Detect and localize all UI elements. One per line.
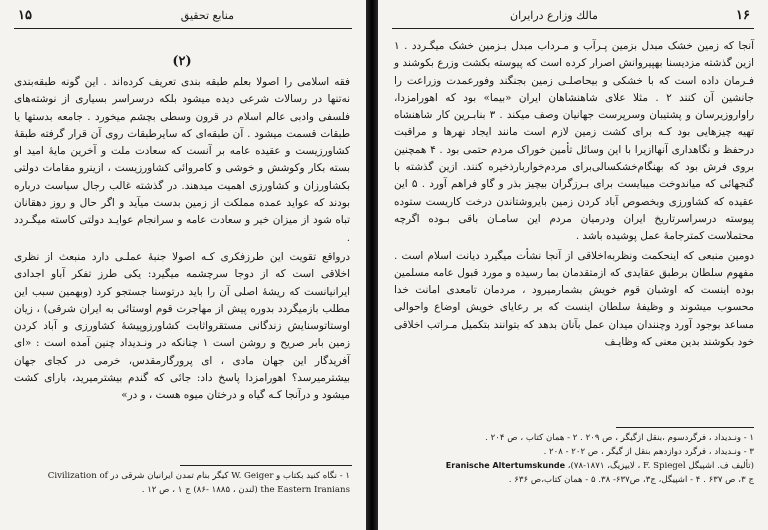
right-footnote-ltr-title: Eranische Altertumskunde — [445, 461, 566, 470]
right-running-title: مالك وزارع درایران — [510, 9, 598, 22]
right-footnote-line-4: ج ۳، ص ۶۳۷ . ۴ - اشپیگل، ج۳، ص۶۳۷- ۳۸. ۵ - همان کتاب،ص ۶۳۶ . — [508, 474, 754, 485]
right-page-number: ۱۶ — [736, 8, 750, 23]
section-title: (۲) — [172, 54, 192, 69]
left-page-header — [14, 6, 352, 29]
left-page — [0, 0, 366, 530]
right-page-header — [392, 6, 754, 29]
left-running-title: منابع تحقیق — [180, 9, 234, 22]
left-footnote-rule — [180, 465, 352, 466]
right-footnote-line-3 — [392, 459, 754, 474]
left-footnote-line-1: ۱ - نگاه کنید بکتاب و W. Geiger کیگر بنام تمدن ایرانیان شرقی در Civilization of — [47, 471, 350, 481]
right-footnote-line-3-fa: (تألیف ف. اشپیگل F. Spiegel ، لایپزیگ، ۱۸۷۱-۷۸)، — [567, 461, 754, 471]
left-footnotes — [12, 470, 350, 497]
left-footnote-line-2: the Eastern Iranians (لندن ، ۱۸۸۵ -۸۶) ج ۱ ، ص ۱۲ . — [141, 484, 350, 495]
right-footnote-line-1: ۱ - ونـدیداد ، فرگرد‌سوم ،بنقل ازگیگر ، ص ۲۰۹ . ۲ - همان کتاب ، ص ۲۰۴ . — [485, 433, 754, 443]
right-footnote-rule — [616, 427, 754, 428]
right-footnote-line-2: ۳ - ونـدیداد ، فرگرد دوازدهم بنقل از گیگر ، ص ۲۰۲ - ۲۰۸ . — [543, 446, 754, 457]
left-paragraph-2: درواقع تقویت این طرزفکری کـه اصولا جنبهٔ عملـی دارد منبعث از نظری اخلاقی است که از دوجا سرچشمه میگیرد: یکی طرز تفکر آباو اجدادی ایرانیانست که ریشهٔ اصلی آن را باید درتوسنا جستجو کرد (وبهمین سبب این مطلب بازمیگردد بدوره پیش از مهاجرت قوم اوستائی به ایران شرقی) ، زیان اوستاتوسنایش زندگانی مستقرواثابت کشاورزوپیشهٔ کشاورزی و آباد کردن زمین بابر صریح و روشن است ۱ چنانکه در ونـدیداد چنین آمده است : «ای آفریدگار این جهان مادی ، ای پرورگارمقدس، خرمی در کجای جهان بیشترمیرسد؟ اهورامزدا پاسخ داد: جائی که گندم بیشترمیرید، بارای کشت میشود و درآنجا کـه گیاه و درختان میوه هست ، و در» — [14, 250, 351, 402]
right-paragraph-1: آنجا که زمین خشک مبدل بزمین پـرآب و مـرداب مبدل بـزمین خشک میگـردد . ۱ ازین گذشته مزدیسنا بهپیروانش اصرار کرده است که پیوسته بکشت وزرع بکوشند و فـرمان داده است که با خشکی و بیحاصلـی زمین بجنگند وفورعمدت وزراعت را جانشین آن کنند ۲ . مثلا علای شاهنشاهان ایران «بیما» بود که اهورامزدا، راواروزیرسان و پشتیبان وسرپرست جهانیان وصف میکند . ۳ بنابـرین کار شاهنشاه تهیه چیزهایی بود کـه برای کشت زمین لازم است مانند ایجاد نهرها و مراقبت درحفظ و نگاهداری آنهاازیرا با این وسائل تأمین خوراک مردم حتمی بود . ۴ همچنین بروی فرش بود که بهنگام‌خشکسالی‌برای مردم‌خواربارذخیره کنند. ازین گذشته با گنجهائی که میاندوخت میبایست برای بـرزگران بیچیز بذر و گاو فراهم آورد . ۵ این عقیده که کشاورزی وبخصوص آباد کردن زمین بایروشتاندن درخت کاریست ستوده پیوسته درسراسرتاریخ ایران ودرمیان مردم این سامـان باقی بـوده اگرچه محتملاست کمترجامهٔ عمل پوشیده باشد . — [394, 40, 754, 243]
right-page-body — [394, 38, 754, 351]
left-page-body — [14, 52, 350, 405]
left-page-number: ۱۵ — [18, 8, 32, 23]
book-gutter — [366, 0, 378, 530]
right-paragraph-2: دومین منبعی که اینحکمت ونظربه‌اخلاقی از آنجا نشأت میگیرد دیانت اسلام است . مفهوم سلطان برطبق عقایدی که ازمتقدمان بما رسیده و مورد قبول عامه مسلمین بوده اینست که اوشبان قوم خویش بشمارمیرود ، مردمان تامعدی امانت خدا محسوب میشوند و وظیفهٔ سلطان اینست که بر رعایای خویش اوضاع واحوالی مساعد بوجود آورد وچنندان میدان عمل بآنان بدهد که بتوانند بتکمیل مـراتب اخلاقی خود بکوشند بدین معنی که وظایـف — [394, 249, 754, 349]
right-page — [378, 0, 768, 530]
right-footnotes — [392, 432, 754, 487]
left-paragraph-1: فقه اسلامی را اصولا بعلم طبقه بندی تعریف کرده‌اند . این گونه طبقه‌بندی نه‌تنها در رسالات شرعی دیده میشود بلکه درسراسر بسیاری از نوشته‌های فلسفی وادبی عالم اسلام در قرون وسطی بچشم میخورد . جامعه بدستها یا طبقات قسمت میشود . آن طبقه‌ای که سایرطبقات روی آن قرار گرفته طبقهٔ کشاورزیست و عقیده عامه بر آنست که سعادت ملت و آخرین مایهٔ امید او بسته بکار وکوشش و خوشی و کامروائی کشاورزیست ، ازینرو مقامات دولتی بکشاورزان و کشاورزی اهمیت میدهند. در گذشته غالب رجال سیاست درباره بودند که عواید عمده مملکت از زمین بدست میآید و اگر حال و روز دهقانان تباه شود از میزان خیر و سعادت عامه و سرانجام عوایـد دولتی کاسته میگـردد . — [14, 76, 350, 244]
